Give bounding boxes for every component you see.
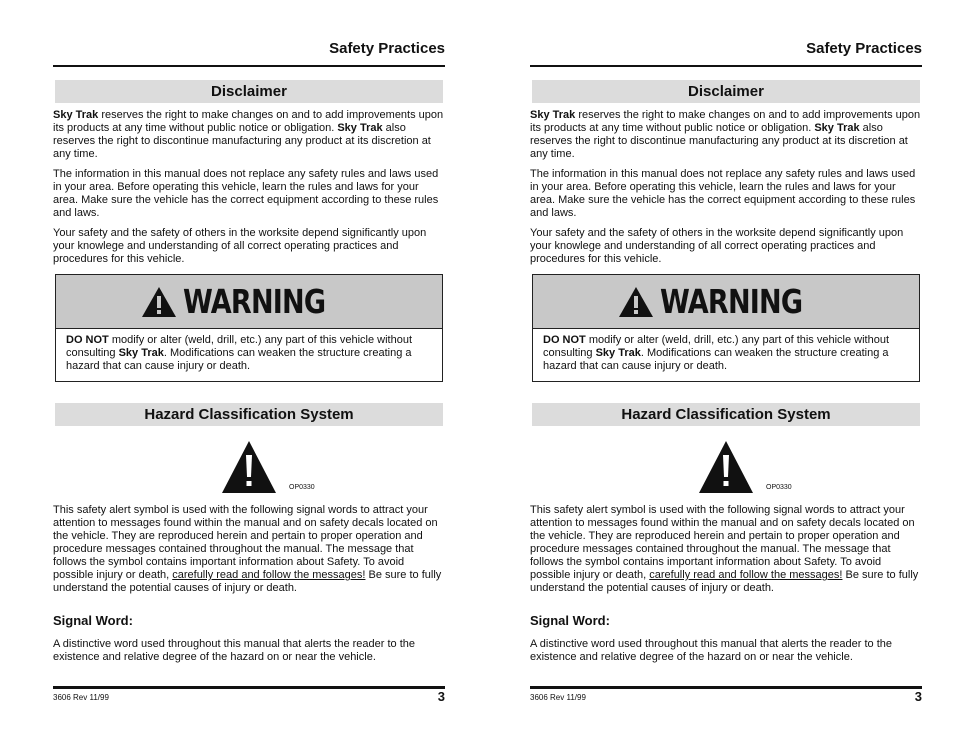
disclaimer-paragraph-1 — [53, 109, 445, 161]
disclaimer-heading: Disclaimer — [55, 80, 443, 103]
warning-banner — [56, 275, 442, 329]
signal-word-heading: Signal Word: — [53, 613, 133, 628]
text-run: . Modifications can weaken the structure creating a hazard that can cause injury or death. — [543, 347, 889, 372]
disclaimer-paragraph-2: The information in this manual does not replace any safety rules and laws used in your area. Before operating this vehicle, learn the rules and laws for your area. Make sure the vehicle has the correct equipment according to these rules and laws. — [53, 168, 439, 219]
hazard-classification-heading: Hazard Classification System — [532, 403, 920, 426]
text-run: modify or alter (weld, drill, etc.) any part of this vehicle without consulting — [543, 334, 890, 359]
manual-page-right — [530, 0, 922, 738]
warning-signal-word: WARNING — [660, 282, 803, 321]
page-number: 3 — [437, 689, 445, 704]
text-run: This safety alert symbol is used with the following signal words to attract your attention to messages found within the manual and on safety decals located on the vehicle. They are reproduced herein and pertain to proper operation and procedure messages contained throughout the manual. The message that follows the symbol contains important information about Safety. To avoid possible injury or death, — [530, 504, 915, 581]
document-code: 3606 Rev 11/99 — [530, 693, 586, 702]
header-rule — [53, 65, 445, 67]
warning-message — [66, 334, 436, 373]
hazard-classification-heading: Hazard Classification System — [55, 403, 443, 426]
hazard-paragraph — [530, 504, 922, 595]
emphasis: DO NOT — [543, 334, 586, 346]
warning-banner — [533, 275, 919, 329]
page-header-title: Safety Practices — [806, 40, 922, 57]
emphasis: DO NOT — [66, 334, 109, 346]
footer-rule — [530, 686, 922, 689]
brand-name: Sky Trak — [53, 109, 99, 121]
text-run: . Modifications can weaken the structure creating a hazard that can cause injury or death. — [66, 347, 412, 372]
warning-triangle-icon — [141, 286, 177, 318]
brand-name: Sky Trak — [530, 109, 576, 121]
underlined-instruction: carefully read and follow the messages! — [649, 569, 843, 581]
text-run: also reserves the right to discontinue manufacturing any product at its discretion at any time. — [530, 122, 908, 160]
footer-rule — [53, 686, 445, 689]
disclaimer-paragraph-3: Your safety and the safety of others in the worksite depend significantly upon your knowlege and understanding of all correct operating practices and procedures for this vehicle. — [53, 227, 427, 265]
disclaimer-paragraph-3: Your safety and the safety of others in the worksite depend significantly upon your knowlege and understanding of all correct operating practices and procedures for this vehicle. — [530, 227, 904, 265]
signal-word-paragraph: A distinctive word used throughout this manual that alerts the reader to the existence and relative degree of the hazard on or near the vehicle. — [530, 638, 892, 663]
disclaimer-heading: Disclaimer — [532, 80, 920, 103]
disclaimer-paragraph-1 — [530, 109, 922, 161]
figure-code: OP0330 — [766, 484, 792, 491]
manual-page-left — [53, 0, 445, 738]
brand-name: Sky Trak — [118, 347, 164, 359]
warning-message — [543, 334, 913, 373]
warning-signal-word: WARNING — [183, 282, 326, 321]
brand-name: Sky Trak — [337, 122, 383, 134]
text-run: Be sure to fully understand the potential causes of injury or death. — [53, 569, 442, 594]
hazard-paragraph — [53, 504, 445, 595]
header-rule — [530, 65, 922, 67]
text-run: reserves the right to make changes on and to add improvements upon its products at any time without public notice or obligation. — [530, 109, 921, 134]
safety-alert-icon — [221, 440, 277, 494]
brand-name: Sky Trak — [595, 347, 641, 359]
text-run: Be sure to fully understand the potential causes of injury or death. — [530, 569, 919, 594]
signal-word-heading: Signal Word: — [530, 613, 610, 628]
safety-alert-icon — [698, 440, 754, 494]
text-run: modify or alter (weld, drill, etc.) any part of this vehicle without consulting — [66, 334, 413, 359]
underlined-instruction: carefully read and follow the messages! — [172, 569, 366, 581]
text-run: reserves the right to make changes on and to add improvements upon its products at any time without public notice or obligation. — [53, 109, 444, 134]
figure-code: OP0330 — [289, 484, 315, 491]
warning-triangle-icon — [618, 286, 654, 318]
page-header-title: Safety Practices — [329, 40, 445, 57]
brand-name: Sky Trak — [814, 122, 860, 134]
warning-box — [532, 274, 920, 382]
text-run: This safety alert symbol is used with the following signal words to attract your attention to messages found within the manual and on safety decals located on the vehicle. They are reproduced herein and pertain to proper operation and procedure messages contained throughout the manual. The message that follows the symbol contains important information about Safety. To avoid possible injury or death, — [53, 504, 438, 581]
document-code: 3606 Rev 11/99 — [53, 693, 109, 702]
disclaimer-paragraph-2: The information in this manual does not replace any safety rules and laws used in your area. Before operating this vehicle, learn the rules and laws for your area. Make sure the vehicle has the correct equipment according to these rules and laws. — [530, 168, 916, 219]
signal-word-paragraph: A distinctive word used throughout this manual that alerts the reader to the existence and relative degree of the hazard on or near the vehicle. — [53, 638, 415, 663]
warning-box — [55, 274, 443, 382]
text-run: also reserves the right to discontinue manufacturing any product at its discretion at any time. — [53, 122, 431, 160]
page-number: 3 — [914, 689, 922, 704]
